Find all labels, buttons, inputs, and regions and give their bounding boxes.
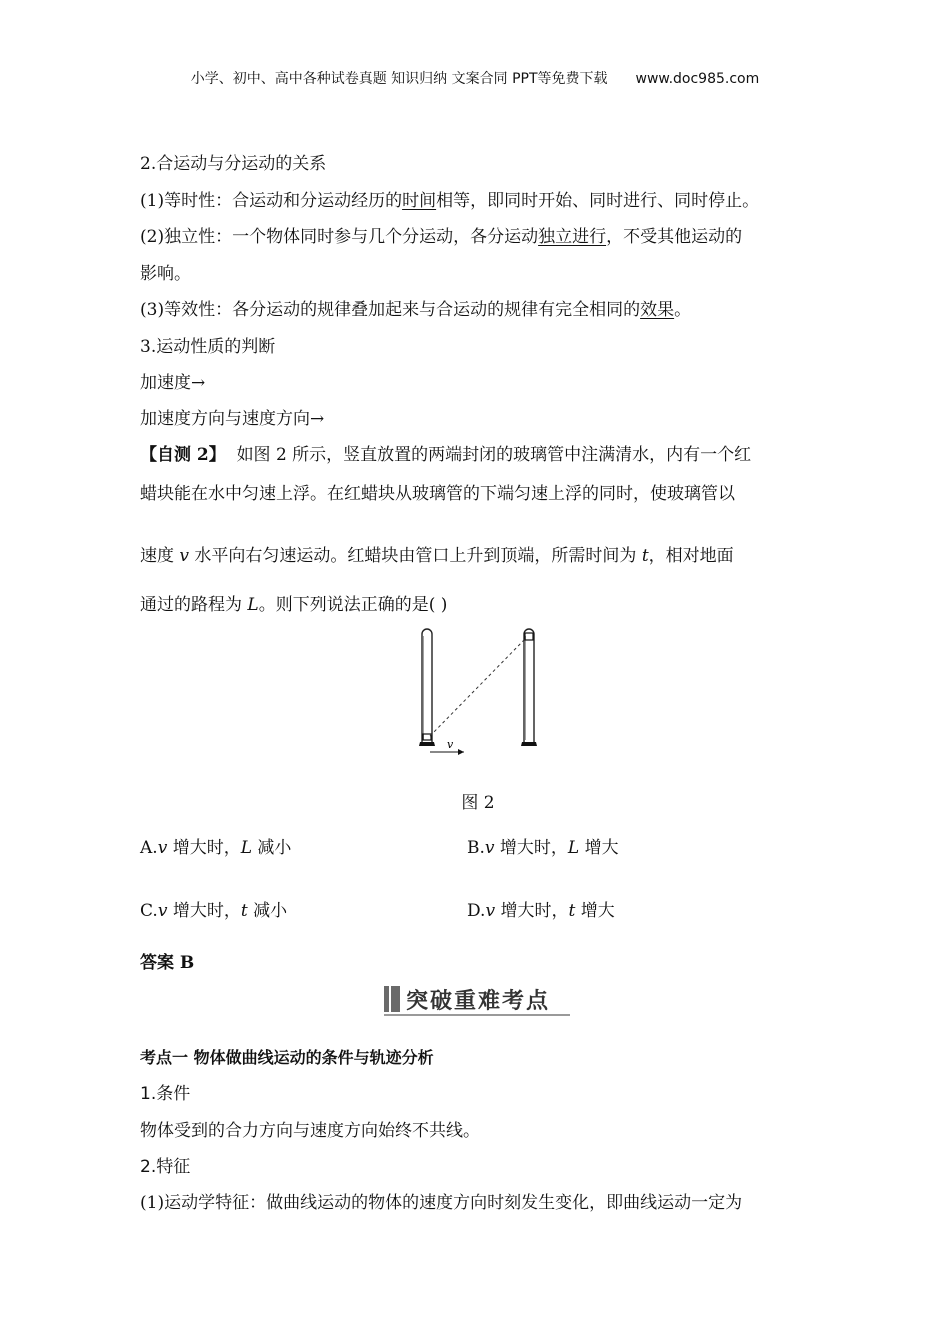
section3-row1: 加速度→ xyxy=(140,373,206,393)
exercise-line1 xyxy=(140,443,751,467)
exercise-line2: 蜡块能在水中匀速上浮。在红蜡块从玻璃管的下端匀速上浮的同时，使玻璃管以 xyxy=(140,484,735,504)
exercise-tag: 【自测 2】 xyxy=(140,445,226,465)
opt-a-end: 减小 xyxy=(252,838,292,858)
opt-d-end: 增大 xyxy=(575,901,615,921)
wax-block-bottom xyxy=(423,734,431,740)
option-c xyxy=(140,899,287,923)
page-header xyxy=(0,68,950,88)
item1-text-end: 相等，即同时开始、同时进行、同时停止。 xyxy=(436,191,760,211)
section2-item2 xyxy=(140,225,742,249)
exercise-line4 xyxy=(140,593,447,617)
opt-c-end: 减小 xyxy=(247,901,288,921)
l4-b: 。则下列说法正确的是( ) xyxy=(258,595,448,615)
figure-caption: 图 2 xyxy=(461,793,495,813)
opt-a-var: v xyxy=(157,838,168,858)
header-site: www.doc985.com xyxy=(635,71,760,87)
right-tube xyxy=(521,629,537,746)
kp1-s2: 2.特征 xyxy=(140,1157,191,1177)
var-L: L xyxy=(247,595,259,615)
opt-b-letter: B. xyxy=(467,838,485,858)
item3-underlined: 效果 xyxy=(640,300,675,320)
opt-b-qty: L xyxy=(567,838,580,858)
opt-b-end: 增大 xyxy=(579,838,619,858)
banner-title: 突破重难考点 xyxy=(406,989,551,1014)
opt-a-letter: A. xyxy=(140,838,158,858)
option-b xyxy=(467,836,619,860)
opt-d-letter: D. xyxy=(467,901,486,921)
item3-text: (3)等效性：各分运动的规律叠加起来与合运动的规律有完全相同的 xyxy=(140,300,641,320)
item1-text: (1)等时性：合运动和分运动经历的 xyxy=(140,191,403,211)
l4-a: 通过的路程为 xyxy=(140,595,248,615)
opt-c-var: v xyxy=(157,901,168,921)
tube-figure xyxy=(410,628,560,762)
tube-diagram xyxy=(410,628,560,758)
option-a xyxy=(140,836,291,860)
banner-bar-icon xyxy=(384,986,400,1012)
answer: 答案 B xyxy=(140,953,195,973)
velocity-label: v xyxy=(447,738,454,751)
item2-underlined: 独立进行 xyxy=(538,227,607,247)
section3-row2: 加速度方向与速度方向→ xyxy=(140,409,325,429)
opt-a-qty: L xyxy=(240,838,252,858)
kp1-title: 考点一 物体做曲线运动的条件与轨迹分析 xyxy=(140,1048,434,1067)
l3-b: 水平向右匀速运动。红蜡块由管口上升到顶端，所需时间为 xyxy=(189,546,642,566)
section2-item3 xyxy=(140,298,691,322)
exercise-line3 xyxy=(140,544,734,568)
header-text: 小学、初中、高中各种试卷真题 知识归纳 文案合同 PPT等免费下载 xyxy=(190,71,608,87)
opt-c-qty: t xyxy=(240,901,248,921)
opt-d-var: v xyxy=(485,901,496,921)
left-tube xyxy=(419,629,435,746)
trajectory-line xyxy=(430,638,526,736)
item2-text: (2)独立性：一个物体同时参与几个分运动，各分运动 xyxy=(140,227,539,247)
exercise-text1: 如图 2 所示，竖直放置的两端封闭的玻璃管中注满清水，内有一个红 xyxy=(236,445,752,465)
opt-c-mid: 增大时， xyxy=(167,901,241,921)
kp1-s2-text: (1)运动学特征：做曲线运动的物体的速度方向时刻发生变化，即曲线运动一定为 xyxy=(140,1193,743,1213)
opt-c-letter: C. xyxy=(140,901,158,921)
opt-b-var: v xyxy=(484,838,495,858)
opt-d-mid: 增大时， xyxy=(495,901,569,921)
wax-block-top xyxy=(525,633,533,640)
section2-item2-cont: 影响。 xyxy=(140,264,191,284)
item1-underlined: 时间 xyxy=(402,191,437,211)
opt-a-mid: 增大时， xyxy=(167,838,241,858)
opt-b-mid: 增大时， xyxy=(494,838,568,858)
kp1-s1: 1.条件 xyxy=(140,1084,191,1104)
section2-title: 2.合运动与分运动的关系 xyxy=(140,154,327,174)
section2-item1 xyxy=(140,189,759,213)
section3-title: 3.运动性质的判断 xyxy=(140,337,276,357)
item2-text-end: ，不受其他运动的 xyxy=(606,227,743,247)
option-d xyxy=(467,899,615,923)
l3-a: 速度 xyxy=(140,546,180,566)
section-banner xyxy=(384,984,570,1016)
l3-c: ，相对地面 xyxy=(648,546,734,566)
item3-text-end: 。 xyxy=(674,300,692,320)
var-v: v xyxy=(179,546,190,566)
var-t: t xyxy=(641,546,649,566)
opt-d-qty: t xyxy=(568,901,576,921)
kp1-s1-text: 物体受到的合力方向与速度方向始终不共线。 xyxy=(140,1121,480,1141)
